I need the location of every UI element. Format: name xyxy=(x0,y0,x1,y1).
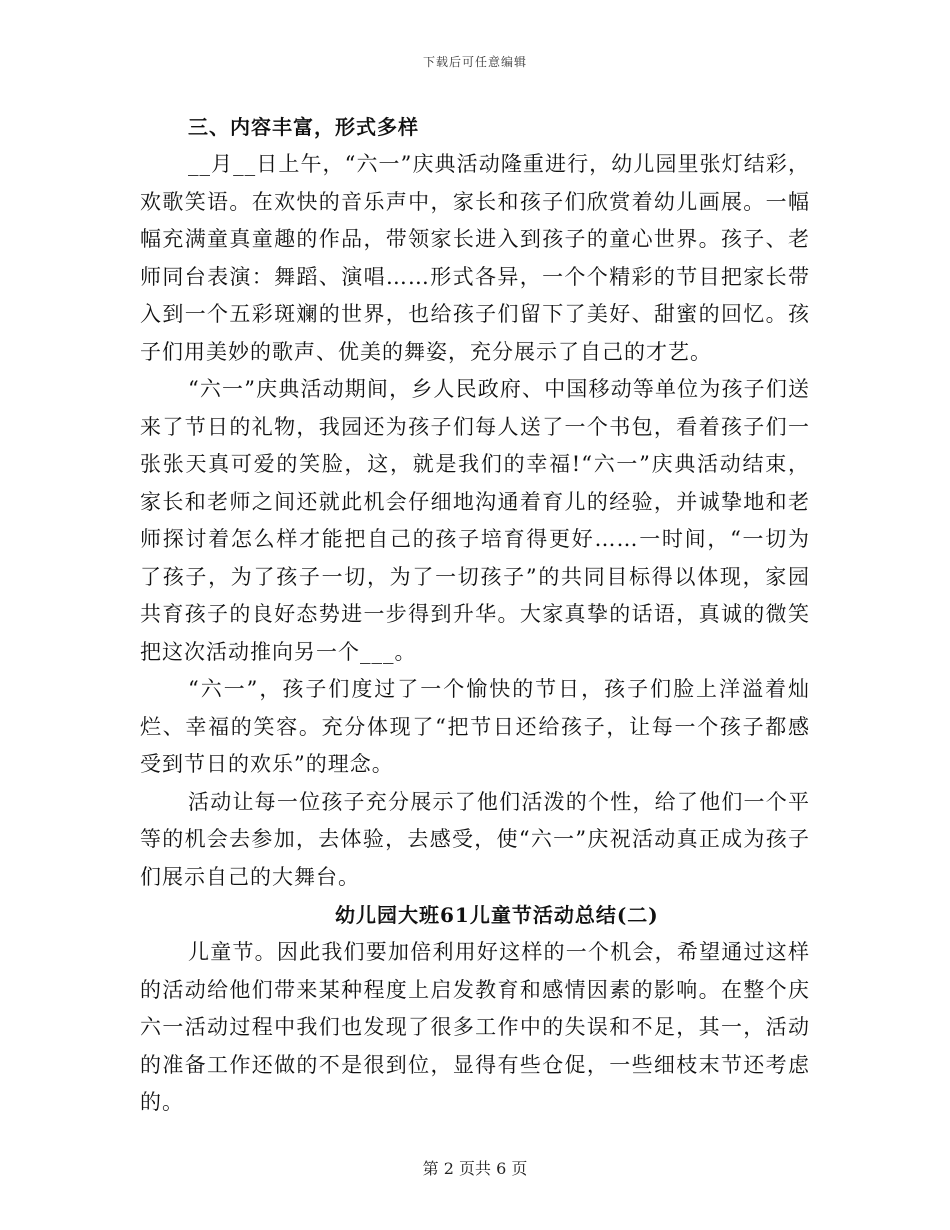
header-note: 下载后可任意编辑 xyxy=(422,55,527,69)
paragraph: 活动让每一位孩子充分展示了他们活泼的个性，给了他们一个平等的机会去参加，去体验，去感受，使“六一”庆祝活动真正成为孩子们展示自己的大舞台。 xyxy=(140,789,810,889)
section-heading: 三、内容丰富，形式多样 xyxy=(188,115,419,139)
page-number: 第 2 页共 6 页 xyxy=(422,1159,528,1178)
paragraph: __月__日上午，“六一”庆典活动隆重进行，幼儿园里张灯结彩，欢歌笑语。在欢快的音乐声中，家长和孩子们欣赏着幼儿画展。一幅幅充满童真童趣的作品，带领家长进入到孩子的童心世界。孩子、老师同台表演：舞蹈、演唱……形式各异，一个个精彩的节目把家长带入到一个五彩斑斓的世界，也给孩子们留下了美好、甜蜜的回忆。孩子们用美妙的歌声、优美的舞姿，充分展示了自己的才艺。 xyxy=(140,152,810,364)
paragraph: 儿童节。因此我们要加倍利用好这样的一个机会，希望通过这样的活动给他们带来某种程度上启发教育和感情因素的影响。在整个庆六一活动过程中我们也发现了很多工作中的失误和不足，其一，活动的准备工作还做的不是很到位，显得有些仓促，一些细枝末节还考虑的。 xyxy=(140,940,810,1114)
document-body xyxy=(140,108,810,1122)
paragraph: “六一”庆典活动期间，乡人民政府、中国移动等单位为孩子们送来了节日的礼物，我园还为孩子们每人送了一个书包，看着孩子们一张张天真可爱的笑脸，这，就是我们的幸福!“六一”庆典活动结束，家长和老师之间还就此机会仔细地沟通着育儿的经验，并诚挚地和老师探讨着怎么样才能把自己的孩子培育得更好……一时间，“一切为了孩子，为了孩子一切，为了一切孩子”的共同目标得以体现，家园共育孩子的良好态势进一步得到升华。大家真挚的话语，真诚的微笑把这次活动推向另一个___。 xyxy=(140,377,810,664)
paragraph: “六一”，孩子们度过了一个愉快的节日，孩子们脸上洋溢着灿烂、幸福的笑容。充分体现了“把节日还给孩子，让每一个孩子都感受到节日的欢乐”的理念。 xyxy=(140,677,810,776)
document-subtitle: 幼儿园大班61儿童节活动总结(二) xyxy=(335,903,659,927)
